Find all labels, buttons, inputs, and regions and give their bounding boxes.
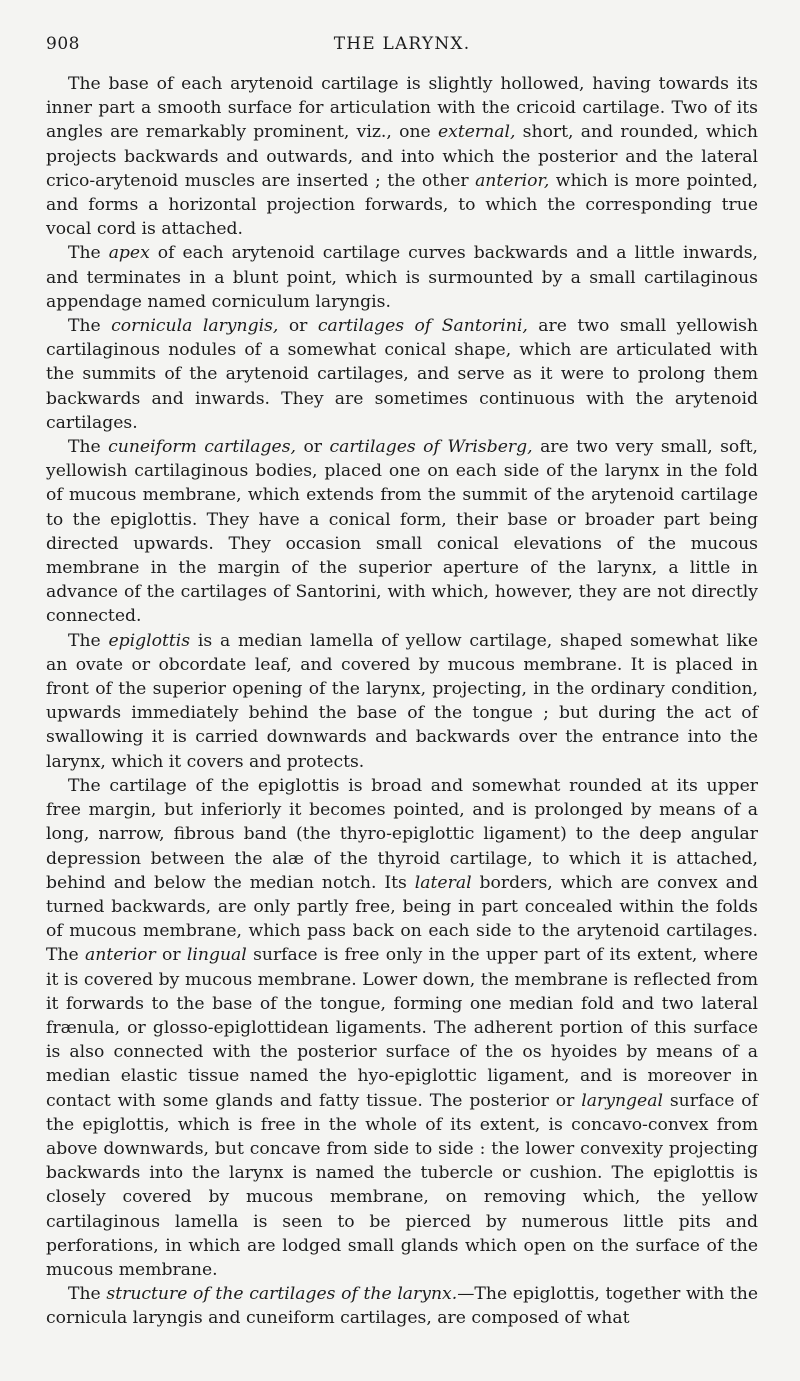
- text-run: The: [68, 437, 109, 458]
- paragraph-epiglottis: [46, 629, 758, 774]
- italic-term: anterior: [85, 945, 156, 966]
- italic-term: anterior,: [475, 170, 550, 191]
- paragraph-cornicula-laryngis: [46, 314, 758, 435]
- paragraph-structure-of-cartilages: [46, 1282, 758, 1330]
- italic-term: cartilages of Santorini,: [317, 316, 528, 337]
- paragraph-cuneiform-cartilages: [46, 435, 758, 629]
- italic-term: cornicula laryngis,: [111, 316, 279, 337]
- running-title: THE LARYNX.: [333, 34, 471, 54]
- italic-term: structure of the cartilages of the larynx.: [106, 1284, 458, 1305]
- text-run: surface is free only in the upper part of its extent, where it is covered by mucous membrane. Lower down, the membrane is reflected from it forwards to the base of the tongue, forming one median fold and two lateral frænula, or glosso-epiglottidean ligaments. The adherent portion of this surface is also connected with the posterior surface of the os hyoides by means of a median elastic tissue named the hyo-epiglottic ligament, and is moreover in contact with some glands and fatty tissue. The posterior or: [46, 945, 759, 1111]
- text-run: are two small yellowish cartilaginous nodules of a somewhat conical shape, which are articulated with the summits of the arytenoid cartilages, and serve as it were to prolong them backwards and inwards. They are sometimes continuous with the arytenoid cartilages.: [46, 316, 758, 433]
- paragraph-apex: [46, 241, 758, 314]
- page-header: [46, 30, 758, 64]
- italic-term: cartilages of Wrisberg,: [329, 437, 533, 458]
- text-run: The base of each arytenoid cartilage is slightly hollowed, having towards its inner part a smooth surface for articulation with the cricoid cartilage. Two of its angles are remarkably prominent, viz., one: [46, 74, 758, 143]
- text-run: or: [295, 437, 330, 458]
- italic-term: laryngeal: [581, 1090, 663, 1111]
- italic-term: epiglottis: [108, 630, 191, 651]
- text-run: or: [278, 316, 318, 337]
- italic-term: external,: [437, 122, 516, 143]
- text-run: borders, which are convex and turned backwards, are only partly free, being in part concealed within the folds of mucous membrane, which pass back on each side to the arytenoid cartilages. The: [46, 872, 758, 966]
- text-run: is a median lamella of yellow cartilage, shaped somewhat like an ovate or obcordate leaf, and covered by mucous membrane. It is placed in front of the superior opening of the larynx, projecting, in the ordinary condition, upwards immediately behind the base of the tongue ; but during the act of swallowing it is carried downwards and backwards over the entrance into the larynx, which it covers and protects.: [46, 630, 758, 772]
- text-run: The: [68, 630, 109, 651]
- text-run: The: [68, 243, 109, 264]
- text-run: of each arytenoid cartilage curves backwards and a little inwards, and terminates in a blunt point, which is surmounted by a small cartilaginous appendage named corniculum laryngis.: [46, 243, 758, 312]
- page-number: 908: [46, 34, 80, 54]
- italic-term: apex: [108, 243, 150, 264]
- text-run: surface of the epiglottis, which is free in the whole of its extent, is concavo-convex from above downwards, but concave from side to side : the lower convexity projecting backwards into the larynx is named the tubercle or cushion. The epiglottis is closely covered by mucous membrane, on removing which, the yellow cartilaginous lamella is seen to be pierced by numerous little pits and perforations, in which are lodged small glands which open on the surface of the mucous membrane.: [46, 1090, 758, 1280]
- text-run: The: [68, 316, 112, 337]
- text-run: —The epiglottis, together with the cornicula laryngis and cuneiform cartilages, are composed of what: [46, 1284, 759, 1329]
- text-run: which is more pointed, and forms a horizontal projection forwards, to which the corresponding true vocal cord is attached.: [46, 170, 758, 240]
- text-run: are two very small, soft, yellowish cartilaginous bodies, placed one on each side of the larynx in the fold of mucous membrane, which extends from the summit of the arytenoid cartilage to the epiglottis. They have a conical form, their base or broader part being directed upwards. They occasion small conical elevations of the mucous membrane in the margin of the superior aperture of the larynx, a little in advance of the cartilages of Santorini, with which, however, they are not directly connected.: [46, 437, 759, 627]
- paragraph-base-of-arytenoid: [46, 72, 758, 241]
- body-text: [46, 72, 758, 1331]
- italic-term: cuneiform cartilages,: [108, 437, 296, 458]
- text-run: The: [68, 1284, 107, 1305]
- text-run: or: [155, 945, 187, 966]
- text-run: short, and rounded, which projects backwards and outwards, and into which the posterior and the lateral crico-arytenoid muscles are inserted ; the other: [46, 122, 758, 191]
- italic-term: lateral: [414, 872, 472, 893]
- italic-term: lingual: [186, 945, 247, 966]
- paragraph-epiglottis-cartilage: [46, 774, 758, 1282]
- text-run: The cartilage of the epiglottis is broad and somewhat rounded at its upper free margin, but inferiorly it becomes pointed, and is prolonged by means of a long, narrow, fibrous band (the thyro-epiglottic ligament) to the deep angular depression between the alæ of the thyroid cartilage, to which it is attached, behind and below the median notch. Its: [46, 775, 758, 893]
